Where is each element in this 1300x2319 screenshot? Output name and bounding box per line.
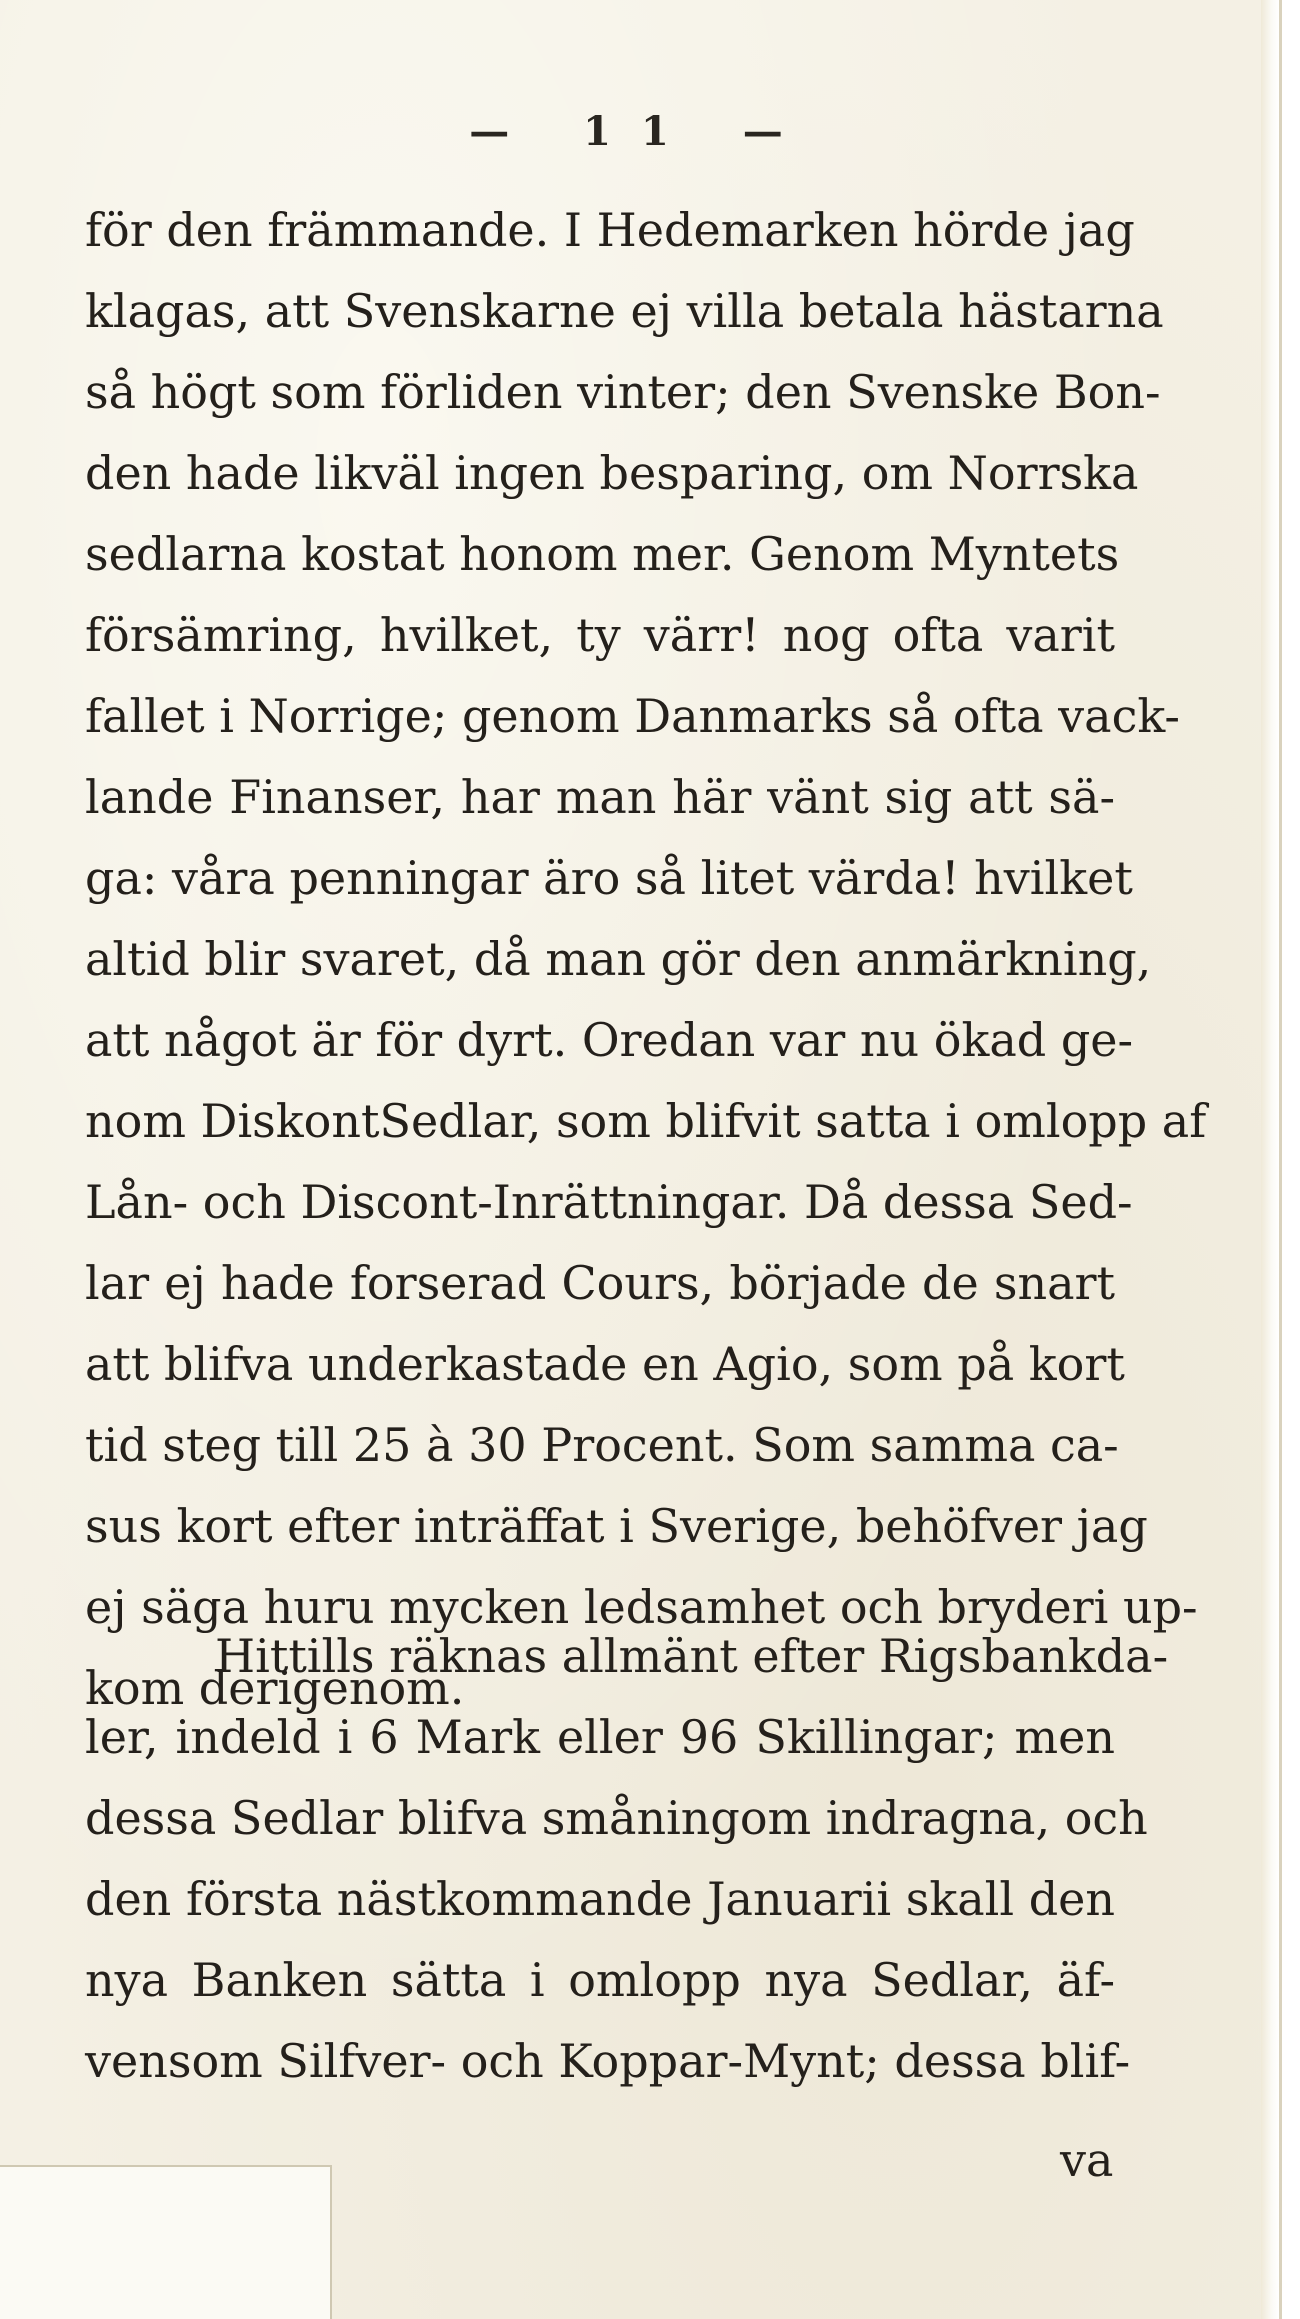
text-line: den första nästkommande Januarii skall den	[85, 1872, 1115, 1926]
text-line: tid steg till 25 à 30 Procent. Som samma ca-	[85, 1418, 1119, 1472]
text-line: ga: våra penningar äro så litet värda! hvilket	[85, 851, 1133, 905]
text-line: altid blir svaret, då man gör den anmärkning,	[85, 932, 1152, 986]
page-edge	[1261, 0, 1279, 2319]
text-line: försämring, hvilket, ty värr! nog ofta varit	[85, 608, 1115, 662]
binding-stub	[0, 2165, 332, 2319]
paragraph-1	[85, 190, 1207, 1729]
text-line: lar ej hade forserad Cours, började de snart	[85, 1256, 1115, 1310]
text-line: dessa Sedlar blifva småningom indragna, och	[85, 1791, 1148, 1845]
text-line: klagas, att Svenskarne ej villa betala hästarna	[85, 284, 1164, 338]
text-line: Lån- och Discont-Inrättningar. Då dessa Sed-	[85, 1175, 1133, 1229]
text-line: lande Finanser, har man här vänt sig att sä-	[85, 770, 1115, 824]
text-line: ler, indeld i 6 Mark eller 96 Skillingar; men	[85, 1710, 1115, 1764]
text-line: så högt som förliden vinter; den Svenske Bon-	[85, 365, 1161, 419]
text-line: nom DiskontSedlar, som blifvit satta i omlopp af	[85, 1094, 1207, 1148]
text-line: vensom Silfver- och Koppar-Mynt; dessa blif-	[85, 2034, 1131, 2088]
text-line: Hittills räknas allmänt efter Rigsbankda-	[215, 1629, 1169, 1683]
text-line: ej säga huru mycken ledsamhet och bryderi up-	[85, 1580, 1198, 1634]
page-number-header: — 11 —	[469, 108, 813, 155]
text-line: sedlarna kostat honom mer. Genom Myntets	[85, 527, 1120, 581]
text-line: att något är för dyrt. Oredan var nu ökad ge-	[85, 1013, 1134, 1067]
text-line: att blifva underkastade en Agio, som på kort	[85, 1337, 1125, 1391]
text-line: nya Banken sätta i omlopp nya Sedlar, äf-	[85, 1953, 1115, 2007]
text-line: den hade likväl ingen besparing, om Norrska	[85, 446, 1139, 500]
text-line: fallet i Norrige; genom Danmarks så ofta vack-	[85, 689, 1180, 743]
text-line: kom derigenom.	[85, 1661, 465, 1715]
text-line: för den främmande. I Hedemarken hörde jag	[85, 203, 1135, 257]
text-line: sus kort efter inträffat i Sverige, behöfver jag	[85, 1499, 1148, 1553]
paragraph-2	[85, 1616, 1169, 2102]
catchword: va	[1060, 2133, 1114, 2187]
